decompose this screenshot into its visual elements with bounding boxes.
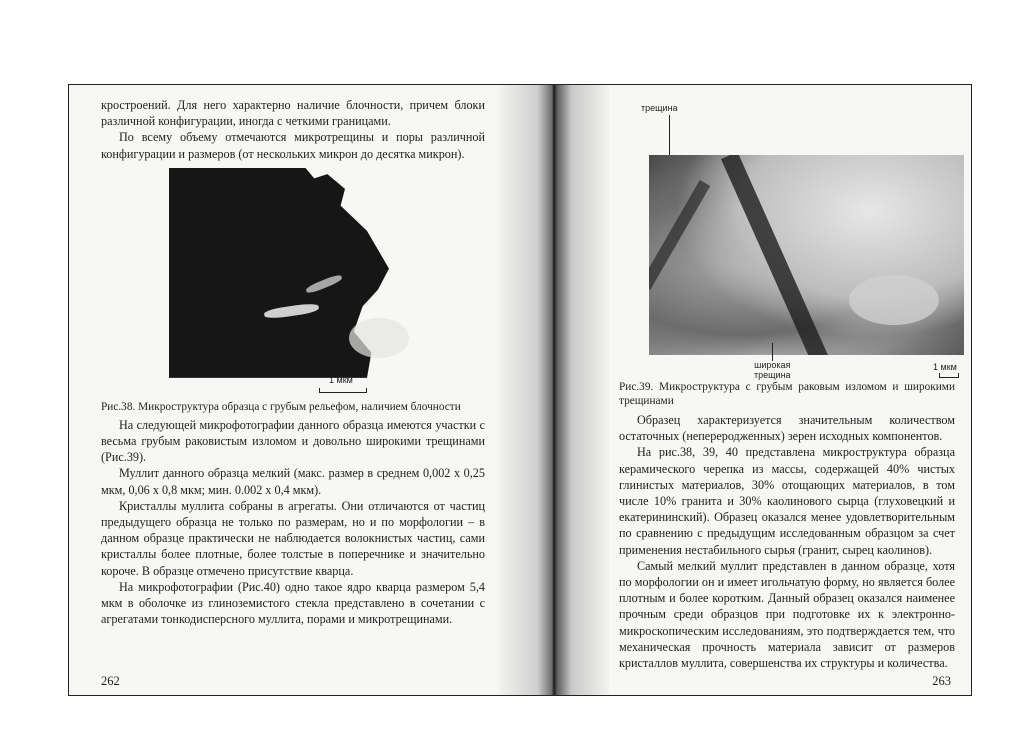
micrograph-image — [649, 155, 964, 355]
figure-caption: Рис.38. Микроструктура образца с грубым рельефом, наличием блочности — [101, 400, 461, 413]
figure-caption: Рис.39. Микроструктура с грубым раковым изломом и широкими трещинами — [619, 381, 955, 407]
scale-bar — [939, 373, 959, 378]
paragraph: Образец характеризуется значительным количеством остаточных (непереродженных) зерен исходных компонентов. — [619, 413, 955, 444]
paragraph: Кристаллы муллита собраны в агрегаты. Они отличаются от частиц предыдущего образца не только по размерам, но и по морфологии – в данном образце практически не наблюдается волокнистых частиц, сами кристаллы более плотные, более толстые в поперечнике и значительно короче. В образце отмечено присутствие кварца. — [101, 498, 485, 578]
scale-label: 1 мкм — [329, 374, 353, 385]
page-number: 262 — [101, 674, 120, 688]
left-page — [69, 85, 509, 695]
figure-39 — [589, 85, 971, 380]
micrograph-detail — [849, 275, 939, 325]
paragraph: Муллит данного образца мелкий (макс. размер в среднем 0,002 х 0,25 мкм, 0,06 х 0,8 мкм; мин. 0.002 х 0,4 мкм). — [101, 466, 485, 497]
page-number: 263 — [932, 674, 951, 688]
paragraph: Самый мелкий муллит представлен в данном образце, хотя по морфологии он и имеет игольчатую форму, но является более плотным и более коротким. Данный образец оказался наименее прочным среди образцов при подготовке их к электронно-микроскопическим исследованиям, это подтверждается тем, что механическая прочность материала зависит от размеров кристаллов муллита, совершенства их структуры и количества. — [619, 558, 955, 671]
micrograph-detail — [649, 180, 710, 290]
leader-line — [772, 343, 773, 361]
figure-label — [754, 360, 791, 380]
figure-label-line: трещина — [754, 370, 791, 380]
scale-bar — [319, 388, 367, 393]
paragraph: По всему объему отмечаются микротрещины и поры различной конфигурации и размеров (от нескольких микрон до десятка микрон). — [101, 130, 485, 161]
leader-line — [669, 115, 670, 157]
figure-label: трещина — [641, 103, 678, 113]
paragraph: кростроений. Для него характерно наличие блочности, причем блоки различной конфигурации, иногда с четкими границами. — [101, 98, 485, 129]
micrograph-detail — [721, 155, 835, 355]
micrograph-detail — [349, 318, 409, 358]
scale-label: 1 мкм — [933, 362, 957, 372]
paragraph: На следующей микрофотографии данного образца имеются участки с весьма грубым раковистым изломом и довольно широкими трещинами (Рис.39). — [101, 417, 485, 465]
paragraph: На рис.38, 39, 40 представлена микроструктура образца керамического черепка из массы, содержащей 40% чистых глинистых материалов, 30% отощающих материалов, в том числе 10% гранита и 30% каолинового сырца (глуховецкий и екатерининский). Образец оказался менее удовлетворительным по сравнению с предыдущим исследованным образцом за счет применения нестабильного сырья (гранит, сырец каолинов). — [619, 445, 955, 557]
figure-38 — [69, 168, 509, 400]
paragraph: На микрофотографии (Рис.40) одно такое ядро кварца размером 5,4 мкм в оболочке из глиноземистого стекла представлено в сочетании с агрегатами тонкодисперсного муллита, порами и микротрещинами. — [101, 579, 485, 627]
book-spread — [68, 84, 972, 696]
right-page — [589, 85, 971, 695]
figure-label-line: широкая — [754, 360, 791, 370]
